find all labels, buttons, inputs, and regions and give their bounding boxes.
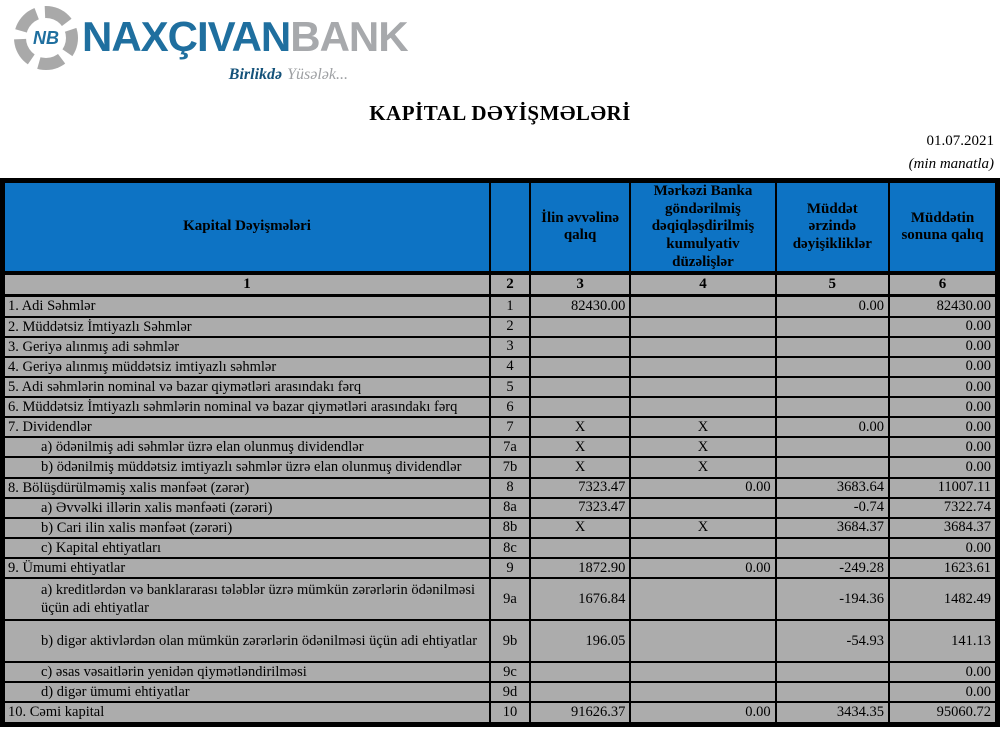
row-value-col6: 82430.00: [889, 296, 997, 317]
row-value-col5: [776, 317, 889, 337]
row-value-col4: [630, 397, 775, 417]
header-muddet-erzinde-deyisikliler: Müddət ərzində dəyişikliklər: [776, 181, 889, 274]
row-value-col6: 0.00: [889, 337, 997, 357]
row-value-col6: 0.00: [889, 377, 997, 397]
row-code: 5: [490, 377, 530, 397]
row-value-col4: 0.00: [630, 558, 775, 578]
table-row: [3, 538, 998, 558]
header-muddetin-sonuna-qaliq: Müddətin sonuna qalıq: [889, 181, 997, 274]
column-number-1: 1: [3, 273, 491, 296]
bank-wordmark: [82, 13, 408, 60]
table-row: [3, 357, 998, 377]
row-value-col5: [776, 437, 889, 457]
row-value-col3: [530, 538, 630, 558]
row-value-col4: X: [630, 417, 775, 437]
row-label: 2. Müddətsiz İmtiyazlı Səhmlər: [3, 317, 491, 337]
row-value-col3: X: [530, 417, 630, 437]
row-value-col5: 0.00: [776, 417, 889, 437]
row-code: 1: [490, 296, 530, 317]
row-value-col6: 7322.74: [889, 498, 997, 518]
table-row: [3, 558, 998, 578]
row-code: 9a: [490, 578, 530, 620]
row-value-col6: 3684.37: [889, 518, 997, 538]
row-value-col3: [530, 397, 630, 417]
table-row: [3, 337, 998, 357]
row-label: a) Əvvəlki illərin xalis mənfəəti (zərəri): [3, 498, 491, 518]
row-value-col4: X: [630, 457, 775, 477]
row-value-col4: [630, 498, 775, 518]
column-number-row: [3, 273, 998, 296]
row-code: 4: [490, 357, 530, 377]
row-value-col3: [530, 317, 630, 337]
column-number-6: 6: [889, 273, 997, 296]
table-row: [3, 682, 998, 702]
bank-name-primary: NAXÇIVAN: [82, 13, 291, 60]
row-value-col4: [630, 377, 775, 397]
row-value-col6: 141.13: [889, 620, 997, 662]
row-label: 6. Müddətsiz İmtiyazlı səhmlərin nominal və bazar qiymətləri arasındakı fərq: [3, 397, 491, 417]
row-value-col5: 3684.37: [776, 518, 889, 538]
row-code: 7: [490, 417, 530, 437]
table-row: [3, 578, 998, 620]
capital-changes-table: [0, 178, 1000, 727]
row-value-col6: 0.00: [889, 437, 997, 457]
row-value-col6: 0.00: [889, 317, 997, 337]
row-label: 9. Ümumi ehtiyatlar: [3, 558, 491, 578]
table-row: [3, 377, 998, 397]
row-value-col3: 1676.84: [530, 578, 630, 620]
bank-slogan: [82, 66, 348, 84]
row-value-col3: 91626.37: [530, 702, 630, 724]
bank-slogan-secondary: Yüsələk...: [287, 66, 348, 83]
row-label: c) Kapital ehtiyatları: [3, 538, 491, 558]
row-value-col4: 0.00: [630, 478, 775, 498]
row-code: 3: [490, 337, 530, 357]
row-value-col6: 0.00: [889, 397, 997, 417]
row-value-col6: 0.00: [889, 457, 997, 477]
row-value-col5: [776, 397, 889, 417]
row-label: 5. Adi səhmlərin nominal və bazar qiymətləri arasındakı fərq: [3, 377, 491, 397]
row-value-col3: 196.05: [530, 620, 630, 662]
table-row: [3, 702, 998, 724]
table-row: [3, 437, 998, 457]
row-value-col6: 0.00: [889, 662, 997, 682]
table-header-row: [3, 181, 998, 274]
column-number-3: 3: [530, 273, 630, 296]
row-label: 1. Adi Səhmlər: [3, 296, 491, 317]
row-value-col6: 0.00: [889, 357, 997, 377]
table-row: [3, 417, 998, 437]
row-label: b) Cari ilin xalis mənfəət (zərəri): [3, 518, 491, 538]
table-row: [3, 498, 998, 518]
row-label: 3. Geriyə alınmış adi səhmlər: [3, 337, 491, 357]
row-value-col4: [630, 317, 775, 337]
row-value-col4: [630, 296, 775, 317]
bank-emblem-initials: NB: [33, 27, 59, 48]
row-value-col5: [776, 457, 889, 477]
row-value-col5: [776, 682, 889, 702]
row-value-col3: [530, 662, 630, 682]
row-value-col3: X: [530, 437, 630, 457]
row-value-col4: [630, 337, 775, 357]
row-value-col4: [630, 538, 775, 558]
row-value-col5: [776, 377, 889, 397]
row-value-col6: 0.00: [889, 682, 997, 702]
table-row: [3, 296, 998, 317]
row-code: 9d: [490, 682, 530, 702]
row-value-col4: X: [630, 437, 775, 457]
row-value-col4: [630, 357, 775, 377]
table-row: [3, 478, 998, 498]
row-code: 8c: [490, 538, 530, 558]
row-value-col4: [630, 578, 775, 620]
bank-emblem-icon: [14, 6, 78, 70]
bank-name-secondary: BANK: [290, 13, 408, 60]
row-value-col5: -0.74: [776, 498, 889, 518]
row-label: d) digər ümumi ehtiyatlar: [3, 682, 491, 702]
row-label: b) ödənilmiş müddətsiz imtiyazlı səhmlər üzrə elan olunmuş dividendlər: [3, 457, 491, 477]
row-label: c) əsas vəsaitlərin yenidən qiymətləndirilməsi: [3, 662, 491, 682]
row-value-col6: 0.00: [889, 417, 997, 437]
row-value-col3: [530, 377, 630, 397]
row-value-col5: -194.36: [776, 578, 889, 620]
row-value-col3: 1872.90: [530, 558, 630, 578]
row-value-col5: 0.00: [776, 296, 889, 317]
row-value-col4: [630, 620, 775, 662]
row-value-col4: [630, 662, 775, 682]
table-row: [3, 518, 998, 538]
table-row: [3, 662, 998, 682]
row-value-col6: 1482.49: [889, 578, 997, 620]
row-value-col3: 82430.00: [530, 296, 630, 317]
row-code: 7b: [490, 457, 530, 477]
row-value-col5: [776, 662, 889, 682]
row-value-col5: [776, 357, 889, 377]
row-code: 10: [490, 702, 530, 724]
row-label: b) digər aktivlərdən olan mümkün zərərlərin ödənilməsi üçün adi ehtiyatlar: [3, 620, 491, 662]
table-row: [3, 457, 998, 477]
row-value-col5: -249.28: [776, 558, 889, 578]
row-value-col3: 7323.47: [530, 478, 630, 498]
row-label: 10. Cəmi kapital: [3, 702, 491, 724]
row-code: 7a: [490, 437, 530, 457]
row-value-col3: [530, 337, 630, 357]
page-title: KAPİTAL DƏYİŞMƏLƏRİ: [369, 101, 631, 125]
column-number-5: 5: [776, 273, 889, 296]
row-value-col3: [530, 357, 630, 377]
header-row-code: [490, 181, 530, 274]
row-code: 8b: [490, 518, 530, 538]
report-date: 01.07.2021: [926, 133, 994, 149]
row-value-col4: X: [630, 518, 775, 538]
table-row: [3, 397, 998, 417]
row-value-col3: X: [530, 457, 630, 477]
row-value-col5: 3683.64: [776, 478, 889, 498]
row-value-col6: 1623.61: [889, 558, 997, 578]
row-value-col5: [776, 337, 889, 357]
row-value-col6: 0.00: [889, 538, 997, 558]
row-value-col4: [630, 682, 775, 702]
row-value-col3: X: [530, 518, 630, 538]
table-row: [3, 620, 998, 662]
header-kapital-deyismeleri: Kapital Dəyişmələri: [3, 181, 491, 274]
row-code: 6: [490, 397, 530, 417]
row-value-col5: -54.93: [776, 620, 889, 662]
row-label: 4. Geriyə alınmış müddətsiz imtiyazlı səhmlər: [3, 357, 491, 377]
row-value-col5: [776, 538, 889, 558]
row-code: 9c: [490, 662, 530, 682]
row-value-col4: 0.00: [630, 702, 775, 724]
column-number-4: 4: [630, 273, 775, 296]
header-merkezi-banka-duzelisler: Mərkəzi Banka göndərilmiş dəqiqləşdirilmiş kumulyativ düzəlişlər: [630, 181, 775, 274]
table-row: [3, 317, 998, 337]
row-code: 9: [490, 558, 530, 578]
row-value-col5: 3434.35: [776, 702, 889, 724]
column-number-2: 2: [490, 273, 530, 296]
row-code: 8a: [490, 498, 530, 518]
bank-slogan-primary: Birlikdə: [228, 66, 283, 83]
row-value-col6: 95060.72: [889, 702, 997, 724]
row-label: 7. Dividendlər: [3, 417, 491, 437]
row-code: 8: [490, 478, 530, 498]
row-code: 9b: [490, 620, 530, 662]
row-label: a) kreditlərdən və banklararası tələblər üzrə mümkün zərərlərin ödənilməsi üçün adi ehtiyatlar: [3, 578, 491, 620]
row-value-col3: [530, 682, 630, 702]
unit-note: (min manatla): [908, 156, 994, 172]
row-code: 2: [490, 317, 530, 337]
row-value-col3: 7323.47: [530, 498, 630, 518]
row-label: a) ödənilmiş adi səhmlər üzrə elan olunmuş dividendlər: [3, 437, 491, 457]
row-label: 8. Bölüşdürülməmiş xalis mənfəət (zərər): [3, 478, 491, 498]
row-value-col6: 11007.11: [889, 478, 997, 498]
header-ilin-evveline-qaliq: İlin əvvəlinə qalıq: [530, 181, 630, 274]
